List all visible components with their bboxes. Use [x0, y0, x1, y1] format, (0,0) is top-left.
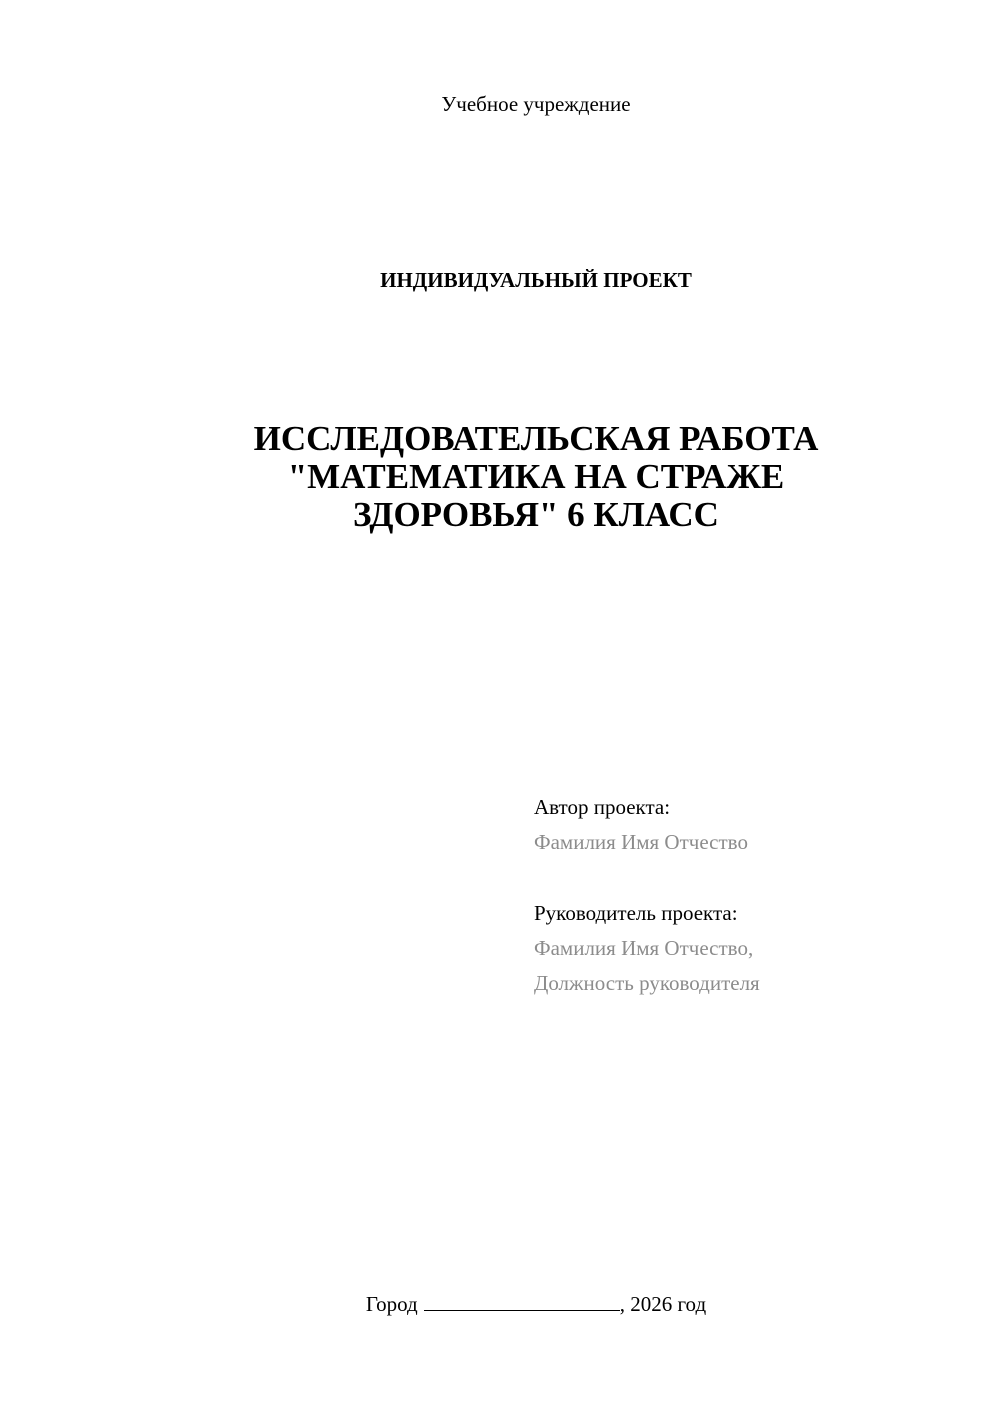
title-line-3: ЗДОРОВЬЯ" 6 КЛАСС	[353, 495, 719, 534]
project-type-heading: ИНДИВИДУАЛЬНЫЙ ПРОЕКТ	[380, 268, 692, 292]
city-blank-line	[424, 1290, 620, 1311]
institution-name: Учебное учреждение	[441, 92, 631, 116]
city-label: Город	[365, 1292, 418, 1316]
author-label: Автор проекта:	[534, 795, 671, 819]
supervisor-label: Руководитель проекта:	[534, 901, 738, 925]
footer-city-year	[0, 1290, 1000, 1317]
supervisor-position: Должность руководителя	[534, 971, 760, 995]
year-text: , 2026 год	[619, 1292, 707, 1316]
supervisor-name: Фамилия Имя Отчество,	[534, 936, 754, 960]
credits-block	[534, 790, 760, 1001]
title-line-1: ИССЛЕДОВАТЕЛЬСКАЯ РАБОТА	[253, 419, 819, 458]
author-name: Фамилия Имя Отчество	[534, 830, 748, 854]
title-line-2: "МАТЕМАТИКА НА СТРАЖЕ	[287, 457, 785, 496]
spacer	[534, 860, 760, 896]
project-title	[200, 420, 872, 534]
